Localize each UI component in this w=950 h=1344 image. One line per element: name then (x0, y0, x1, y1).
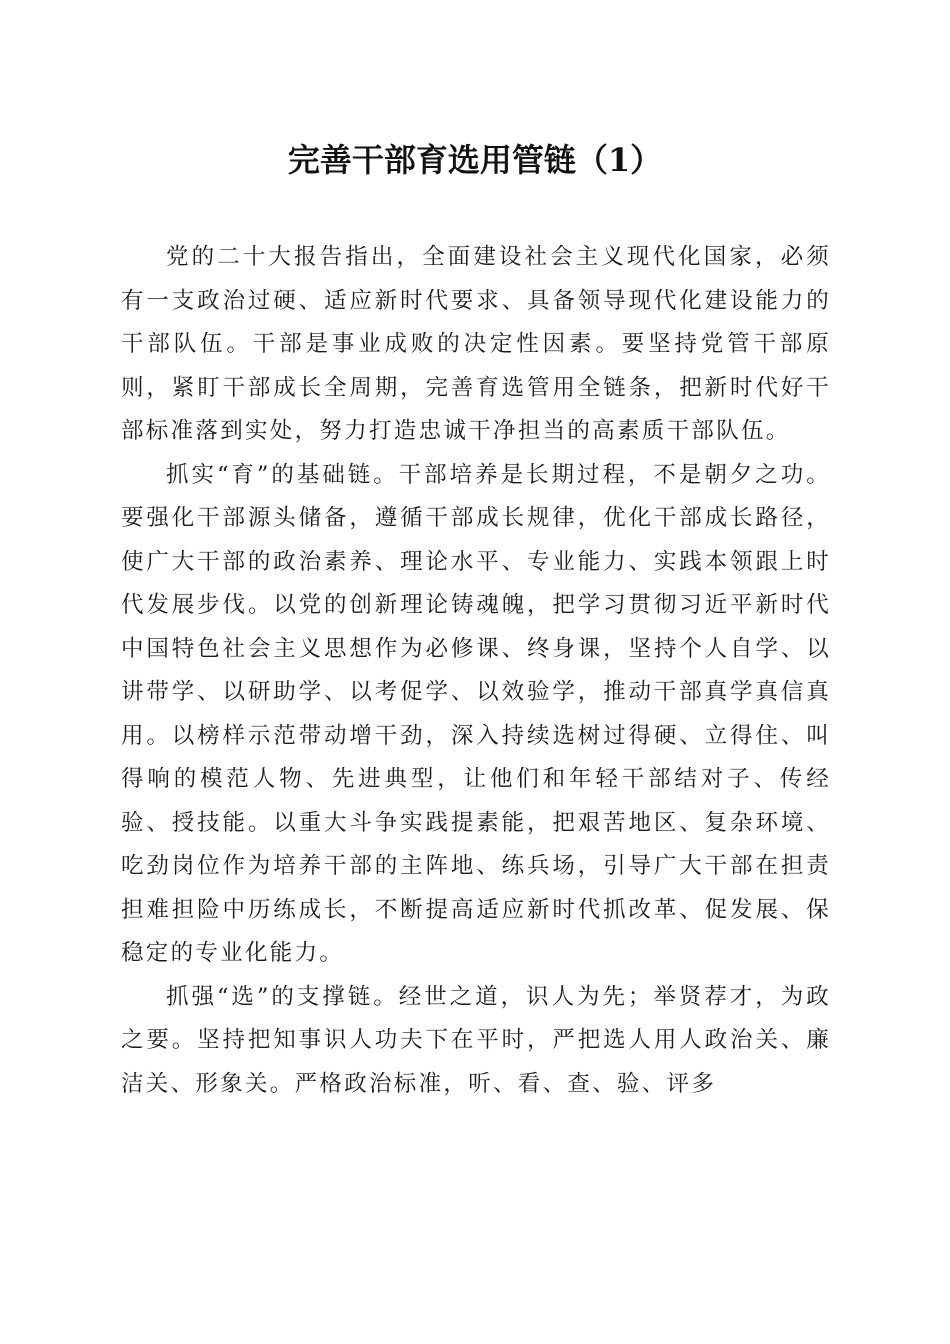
paragraph-select: 抓强“选”的支撑链。经世之道，识人为先；举贤荐才，为政之要。坚持把知事识人功夫下在平时，严把选人用人政治关、廉洁关、形象关。严格政治标准，听、看、查、验、评多 (121, 983, 831, 1097)
document-title: 完善干部育选用管链（1） (287, 141, 663, 179)
paragraph-cultivate: 抓实“育”的基础链。干部培养是长期过程，不是朝夕之功。要强化干部源头储备，遵循干部成长规律，优化干部成长路径，使广大干部的政治素养、理论水平、专业能力、实践本领跟上时代发展步伐。以党的创新理论铸魂魄，把学习贯彻习近平新时代中国特色社会主义思想作为必修课、终身课，坚持个人自学、以讲带学、以研助学、以考促学、以效验学，推动干部真学真信真用。以榜样示范带动增干劲，深入持续选树过得硬、立得住、叫得响的模范人物、先进典型，让他们和年轻干部结对子、传经验、授技能。以重大斗争实践提素能，把艰苦地区、复杂环境、吃劲岗位作为培养干部的主阵地、练兵场，引导广大干部在担责担难担险中历练成长，不断提高适应新时代抓改革、促发展、保稳定的专业化能力。 (121, 461, 831, 966)
paragraph-intro: 党的二十大报告指出，全面建设社会主义现代化国家，必须有一支政治过硬、适应新时代要求、具备领导现代化建设能力的干部队伍。干部是事业成败的决定性因素。要坚持党管干部原则，紧盯干部成长全周期，完善育选管用全链条，把新时代好干部标准落到实处，努力打造忠诚干净担当的高素质干部队伍。 (121, 244, 831, 444)
document-body (121, 236, 831, 1106)
